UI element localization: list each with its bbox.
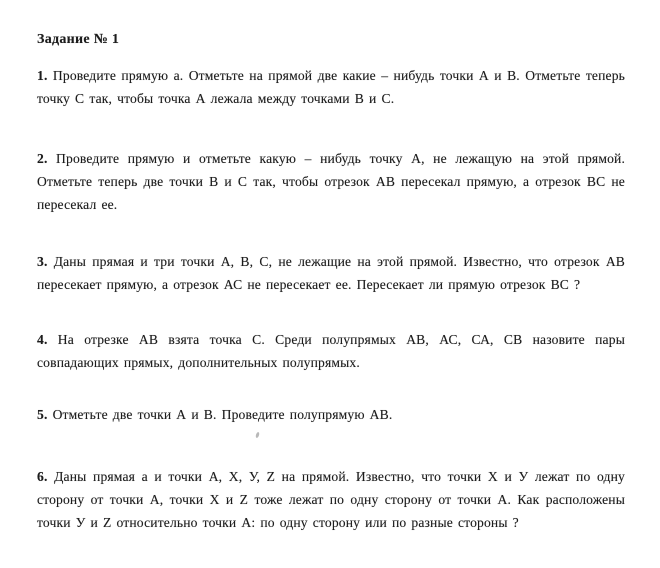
task-text: Даны прямая и три точки А, В, С, не лежащие на этой прямой. Известно, что отрезок АВ пересекает прямую, а отрезок АС не пересекает ее. Пересекает ли прямую отрезок ВС ? <box>37 254 626 292</box>
task-item-3 <box>37 250 625 296</box>
task-number: 1. <box>37 68 48 83</box>
task-item-6 <box>37 465 625 534</box>
task-number: 3. <box>37 254 48 269</box>
task-number: 2. <box>37 151 48 166</box>
task-text: Отметьте две точки А и В. Проведите полупрямую АВ. <box>52 407 393 422</box>
task-number: 6. <box>37 469 48 484</box>
page-title: Задание № 1 <box>37 32 120 47</box>
task-number: 4. <box>37 332 48 347</box>
scan-artifact-dot <box>255 432 260 439</box>
task-text: Проведите прямую а. Отметьте на прямой две какие – нибудь точки А и В. Отметьте теперь точку С так, чтобы точка А лежала между точками В и С. <box>37 68 625 106</box>
task-text: На отрезке АВ взята точка С. Среди полупрямых АВ, АС, СА, СВ назовите пары совпадающих прямых, дополнительных полупрямых. <box>37 332 625 370</box>
task-number: 5. <box>37 407 48 422</box>
task-item-1 <box>37 64 625 110</box>
task-text: Даны прямая а и точки А, Х, У, Z на прямой. Известно, что точки Х и У лежат по одну сторону от точки А, точки Х и Z тоже лежат по одну сторону от точки А. Как расположены точки У и Z относительно точки А: по одну сторону или по разные стороны ? <box>37 469 625 530</box>
task-item-2 <box>37 147 625 216</box>
task-text: Проведите прямую и отметьте какую – нибудь точку А, не лежащую на этой прямой. Отметьте теперь две точки В и С так, чтобы отрезок АВ пересекал прямую, а отрезок ВС не пересекал ее. <box>37 151 625 212</box>
task-item-4 <box>37 328 625 374</box>
task-item-5 <box>37 403 625 426</box>
